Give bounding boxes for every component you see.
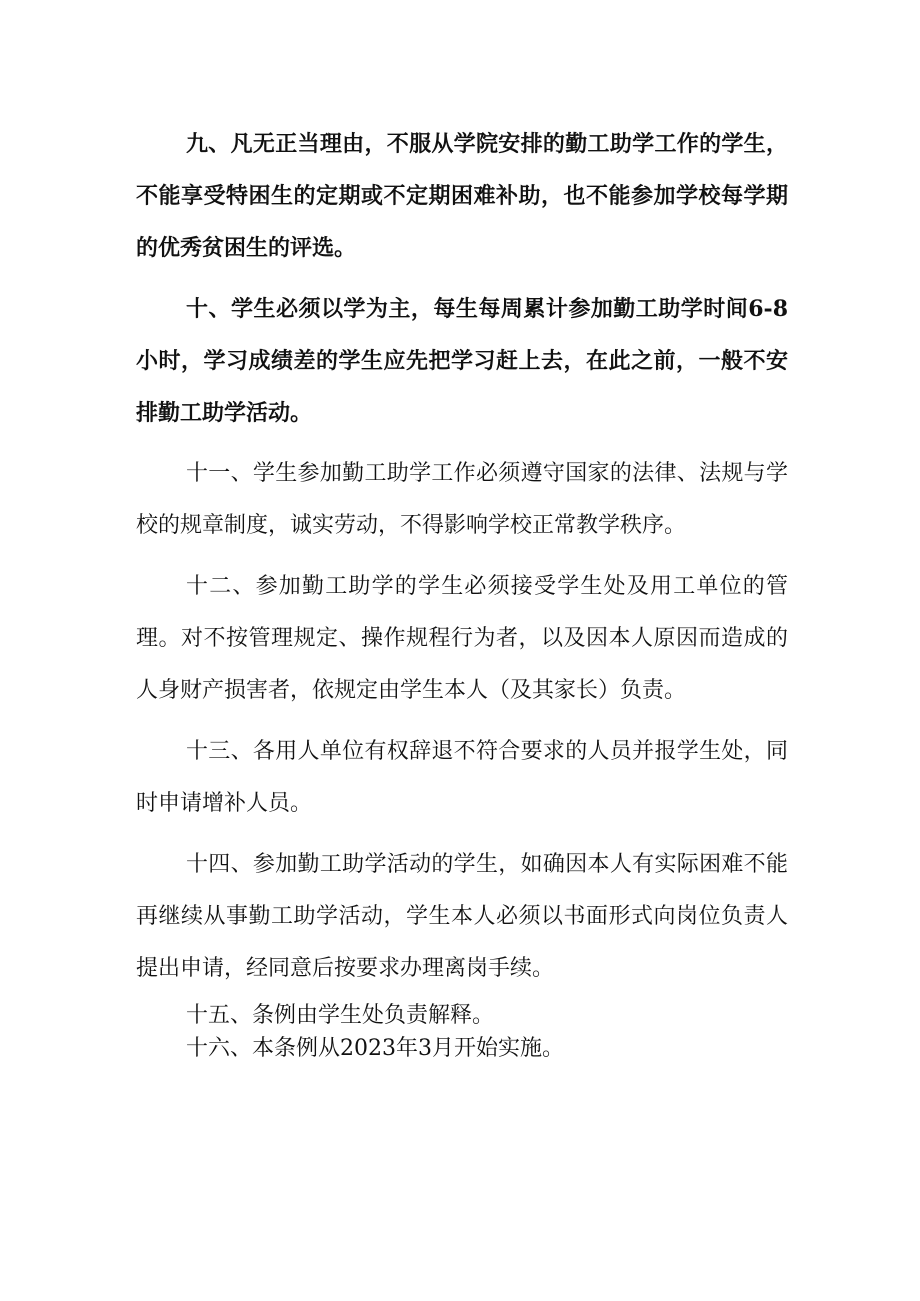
paragraph-article-16: 十六、本条例从2023年3月开始实施。 bbox=[186, 1036, 564, 1061]
paragraph-article-15: 十五、条例由学生处负责解释。 bbox=[186, 1003, 495, 1028]
paragraph-article-12: 十二、参加勤工助学的学生必须接受学生处及用工单位的管理。对不按管理规定、操作规程行为者，以及因本人原因而造成的人身财产损害者，依规定由学生本人（及其家长）负责。 bbox=[136, 574, 788, 703]
document-body bbox=[136, 118, 788, 1065]
paragraph-article-14: 十四、参加勤工助学活动的学生，如确因本人有实际困难不能再继续从事勤工助学活动，学生本人必须以书面形式向岗位负责人提出申请，经同意后按要求办理离岗手续。 bbox=[136, 852, 788, 981]
paragraph-article-10: 十、学生必须以学为主，每生每周累计参加勤工助学时间6-8小时，学习成绩差的学生应先把学习赶上去，在此之前，一般不安排勤工助学活动。 bbox=[136, 296, 788, 426]
paragraph-article-13: 十三、各用人单位有权辞退不符合要求的人员并报学生处，同时申请增补人员。 bbox=[136, 739, 788, 816]
paragraph-article-9: 九、凡无正当理由，不服从学院安排的勤工助学工作的学生，不能享受特困生的定期或不定期困难补助，也不能参加学校每学期的优秀贫困生的评选。 bbox=[136, 131, 788, 261]
paragraph-article-11: 十一、学生参加勤工助学工作必须遵守国家的法律、法规与学校的规章制度，诚实劳动，不得影响学校正常教学秩序。 bbox=[136, 461, 788, 538]
